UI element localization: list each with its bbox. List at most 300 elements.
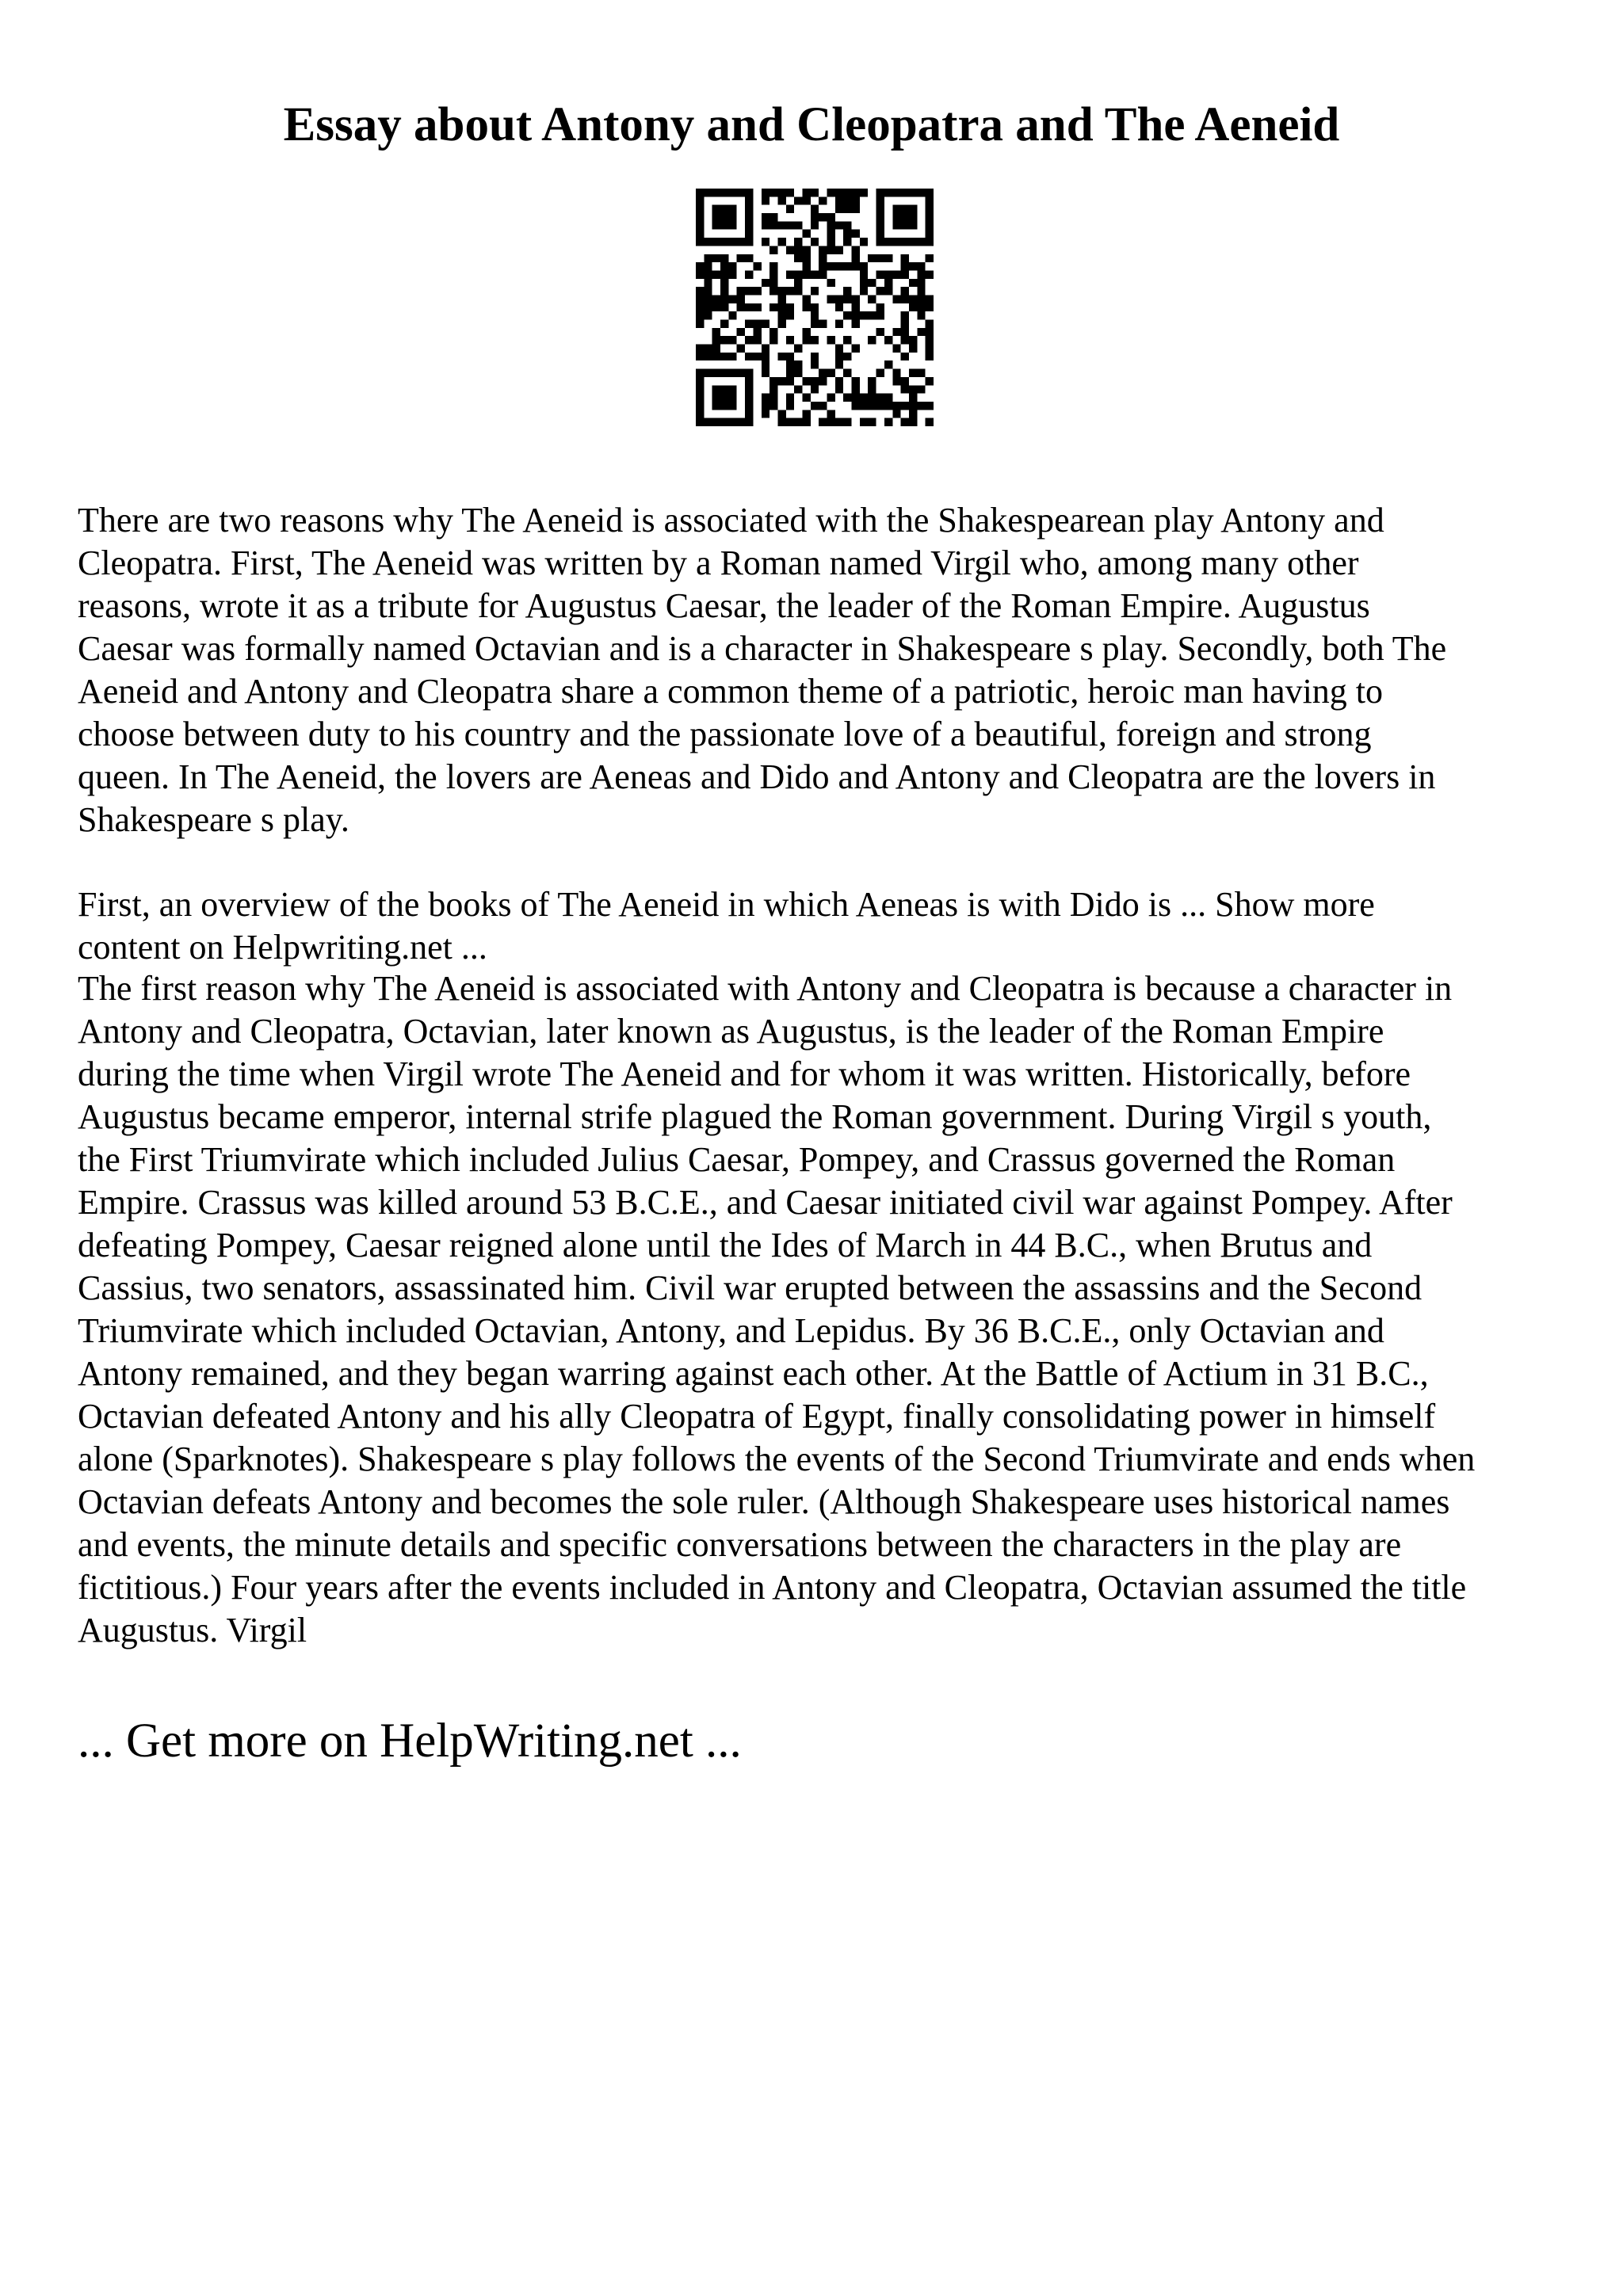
get-more-link[interactable]: ... Get more on HelpWriting.net ...	[78, 1714, 742, 1768]
qr-module	[720, 394, 728, 402]
qr-module	[794, 369, 802, 377]
qr-module	[901, 353, 909, 360]
qr-module	[720, 254, 728, 262]
qr-module	[876, 270, 884, 278]
qr-module	[901, 295, 909, 303]
qr-module	[926, 254, 934, 262]
qr-module	[811, 385, 819, 393]
qr-module	[704, 189, 712, 196]
qr-module	[835, 196, 843, 204]
qr-module	[926, 230, 934, 238]
qr-module	[712, 189, 720, 196]
qr-module	[745, 418, 753, 426]
qr-module	[852, 385, 860, 393]
qr-module	[737, 295, 745, 303]
qr-module	[909, 189, 917, 196]
qr-module	[811, 303, 819, 311]
qr-module	[712, 394, 720, 402]
qr-module	[926, 320, 934, 328]
qr-module	[737, 303, 745, 311]
qr-module	[762, 410, 769, 418]
qr-module	[753, 303, 761, 311]
qr-module	[753, 320, 761, 328]
qr-code-icon[interactable]	[696, 189, 934, 426]
qr-module	[802, 303, 810, 311]
qr-module	[720, 353, 728, 360]
qr-module	[720, 287, 728, 295]
qr-module	[745, 270, 753, 278]
qr-module	[737, 328, 745, 336]
qr-module	[909, 205, 917, 213]
qr-module	[860, 394, 868, 402]
qr-module	[926, 328, 934, 336]
qr-module	[745, 377, 753, 385]
qr-module	[745, 205, 753, 213]
qr-module	[712, 402, 720, 410]
qr-module	[901, 402, 909, 410]
qr-module	[802, 254, 810, 262]
paragraph-first-reason: The first reason why The Aeneid is associated with Antony and Cleopatra is because a character in Antony and Cleopatra, Octavian, later known as Augustus, is the leader of the Roman Empire during the time when Virgil wrote The Aeneid and for whom it was written. Historically, before Augustus became emperor, internal strife plagued the Roman government. During Virgil s youth, the First Triumvirate which included Julius Caesar, Pompey, and Crassus governed the Roman Empire. Crassus was killed around 53 B.C.E., and Caesar initiated civil war against Pompey. After defeating Pompey, Caesar reigned alone until the Ides of March in 44 B.C., when Brutus and Cassius, two senators, assassinated him. Civil war erupted between the assassins and the Second Triumvirate which included Octavian, Antony, and Lepidus. By 36 B.C.E., only Octavian and Antony remained, and they began warring against each other. At the Battle of Actium in 31 B.C., Octavian defeated Antony and his ally Cleopatra of Egypt, finally consolidating power in himself alone (Sparknotes). Shakespeare s play follows the events of the Second Triumvirate and ends when Octavian defeats Antony and becomes the sole ruler. (Although Shakespeare uses historical names and events, the minute details and specific conversations between the characters in the play are fictitious.) Four years after the events included in Antony and Cleopatra, Octavian assumed the title Augustus. Virgil	[78, 969, 1476, 1650]
qr-module	[720, 189, 728, 196]
qr-module	[909, 295, 917, 303]
qr-module	[892, 345, 900, 353]
qr-module	[892, 328, 900, 336]
qr-module	[892, 221, 900, 229]
qr-module	[868, 279, 876, 287]
qr-module	[827, 189, 835, 196]
qr-module	[926, 336, 934, 344]
qr-module	[769, 189, 777, 196]
qr-module	[901, 205, 909, 213]
qr-module	[712, 303, 720, 311]
qr-module	[728, 369, 736, 377]
qr-module	[704, 238, 712, 246]
qr-module	[819, 213, 827, 221]
qr-module	[728, 402, 736, 410]
qr-module	[720, 262, 728, 270]
qr-module	[811, 189, 819, 196]
qr-module	[769, 385, 777, 393]
qr-module	[728, 238, 736, 246]
qr-module	[737, 287, 745, 295]
qr-module	[704, 418, 712, 426]
qr-module	[835, 303, 843, 311]
qr-module	[696, 303, 704, 311]
qr-module	[876, 303, 884, 311]
qr-module	[868, 254, 876, 262]
qr-module	[794, 385, 802, 393]
qr-module	[917, 270, 925, 278]
qr-module	[926, 303, 934, 311]
qr-module	[843, 238, 851, 246]
qr-module	[892, 369, 900, 377]
qr-module	[786, 336, 794, 344]
qr-module	[745, 196, 753, 204]
qr-module	[876, 221, 884, 229]
qr-module	[762, 213, 769, 221]
qr-module	[769, 377, 777, 385]
qr-module	[843, 311, 851, 319]
qr-module	[819, 262, 827, 270]
qr-module	[786, 287, 794, 295]
qr-module	[860, 189, 868, 196]
qr-module	[819, 246, 827, 254]
qr-module	[892, 377, 900, 385]
qr-module	[712, 221, 720, 229]
qr-module	[762, 369, 769, 377]
qr-module	[712, 205, 720, 213]
qr-module	[728, 336, 736, 344]
qr-module	[769, 328, 777, 336]
qr-module	[696, 345, 704, 353]
qr-module	[843, 287, 851, 295]
qr-module	[794, 270, 802, 278]
qr-module	[901, 189, 909, 196]
qr-module	[728, 353, 736, 360]
qr-module	[884, 402, 892, 410]
qr-module	[762, 238, 769, 246]
qr-module	[819, 270, 827, 278]
qr-module	[769, 270, 777, 278]
qr-module	[868, 402, 876, 410]
qr-module	[786, 369, 794, 377]
qr-module	[696, 377, 704, 385]
qr-module	[852, 295, 860, 303]
qr-module	[827, 336, 835, 344]
qr-module	[696, 230, 704, 238]
paragraph-intro: There are two reasons why The Aeneid is associated with the Shakespearean play Antony and Cleopatra. First, The Aeneid was written by a Roman named Virgil who, among many other reasons, wrote it as a tribute for Augustus Caesar, the leader of the Roman Empire. Augustus Caesar was formally named Octavian and is a character in Shakespeare s play. Secondly, both The Aeneid and Antony and Cleopatra share a common theme of a patriotic, heroic man having to choose between duty to his country and the passionate love of a beautiful, foreign and strong queen. In The Aeneid, the lovers are Aeneas and Dido and Antony and Cleopatra are the lovers in Shakespeare s play.	[78, 501, 1447, 839]
qr-module	[794, 345, 802, 353]
qr-module	[892, 238, 900, 246]
qr-module	[720, 213, 728, 221]
qr-module	[696, 262, 704, 270]
qr-module	[728, 418, 736, 426]
qr-module	[909, 238, 917, 246]
qr-module	[696, 320, 704, 328]
qr-module	[720, 221, 728, 229]
qr-module	[712, 369, 720, 377]
qr-module	[762, 353, 769, 360]
qr-module	[786, 189, 794, 196]
qr-module	[926, 270, 934, 278]
qr-module	[926, 221, 934, 229]
qr-module	[811, 311, 819, 319]
qr-module	[777, 196, 785, 204]
qr-module	[926, 196, 934, 204]
qr-module	[712, 385, 720, 393]
qr-module	[835, 385, 843, 393]
qr-module	[802, 230, 810, 238]
qr-module	[843, 189, 851, 196]
qr-module	[876, 189, 884, 196]
qr-module	[728, 270, 736, 278]
qr-module	[860, 262, 868, 270]
qr-module	[843, 196, 851, 204]
qr-module	[794, 221, 802, 229]
qr-module	[802, 246, 810, 254]
qr-module	[917, 328, 925, 336]
qr-module	[745, 221, 753, 229]
qr-module	[892, 213, 900, 221]
qr-module	[860, 311, 868, 319]
qr-module	[884, 189, 892, 196]
qr-module	[794, 246, 802, 254]
qr-module	[745, 336, 753, 344]
qr-module	[786, 270, 794, 278]
qr-module	[794, 418, 802, 426]
qr-module	[811, 360, 819, 368]
qr-module	[852, 402, 860, 410]
qr-module	[843, 418, 851, 426]
qr-module	[876, 369, 884, 377]
qr-module	[769, 303, 777, 311]
qr-module	[745, 213, 753, 221]
qr-module	[753, 328, 761, 336]
qr-module	[802, 328, 810, 336]
qr-module	[926, 418, 934, 426]
qr-module	[745, 320, 753, 328]
qr-module	[917, 385, 925, 393]
qr-module	[786, 394, 794, 402]
qr-module	[745, 254, 753, 262]
qr-module	[786, 303, 794, 311]
qr-module	[884, 254, 892, 262]
qr-module	[811, 402, 819, 410]
qr-module	[926, 402, 934, 410]
qr-module	[704, 345, 712, 353]
qr-module	[819, 196, 827, 204]
qr-module	[909, 213, 917, 221]
qr-module	[786, 377, 794, 385]
qr-module	[786, 311, 794, 319]
qr-module	[827, 410, 835, 418]
qr-module	[860, 238, 868, 246]
qr-module	[704, 270, 712, 278]
qr-module	[720, 303, 728, 311]
qr-module	[769, 221, 777, 229]
qr-module	[794, 254, 802, 262]
qr-module	[909, 279, 917, 287]
qr-module	[909, 410, 917, 418]
qr-module	[786, 205, 794, 213]
qr-module	[852, 254, 860, 262]
qr-module	[876, 311, 884, 319]
qr-module	[745, 303, 753, 311]
qr-module	[860, 402, 868, 410]
qr-module	[884, 287, 892, 295]
qr-module	[827, 394, 835, 402]
qr-module	[762, 189, 769, 196]
qr-module	[769, 336, 777, 344]
qr-module	[852, 345, 860, 353]
qr-module	[696, 287, 704, 295]
qr-module	[892, 295, 900, 303]
qr-module	[786, 246, 794, 254]
qr-module	[712, 295, 720, 303]
qr-module	[876, 205, 884, 213]
qr-module	[762, 279, 769, 287]
qr-module	[868, 311, 876, 319]
paragraph-overview: First, an overview of the books of The Aeneid in which Aeneas is with Dido is ... Show more content on Helpwriting.net ...	[78, 885, 1375, 967]
qr-module	[720, 320, 728, 328]
qr-module	[909, 385, 917, 393]
qr-module	[892, 189, 900, 196]
qr-module	[892, 270, 900, 278]
qr-module	[777, 320, 785, 328]
qr-module	[728, 394, 736, 402]
qr-module	[704, 303, 712, 311]
qr-module	[811, 213, 819, 221]
qr-module	[745, 394, 753, 402]
qr-module	[819, 377, 827, 385]
qr-module	[728, 221, 736, 229]
qr-module	[843, 205, 851, 213]
qr-module	[892, 402, 900, 410]
qr-module	[811, 238, 819, 246]
qr-module	[696, 221, 704, 229]
qr-module	[786, 353, 794, 360]
qr-module	[909, 262, 917, 270]
qr-module	[901, 328, 909, 336]
qr-module	[720, 295, 728, 303]
qr-module	[827, 295, 835, 303]
qr-module	[852, 205, 860, 213]
qr-module	[892, 410, 900, 418]
qr-module	[901, 320, 909, 328]
qr-module	[819, 418, 827, 426]
qr-module	[794, 287, 802, 295]
qr-module	[696, 213, 704, 221]
qr-module	[704, 295, 712, 303]
qr-module	[852, 394, 860, 402]
qr-module	[696, 353, 704, 360]
qr-module	[720, 369, 728, 377]
qr-module	[728, 213, 736, 221]
qr-module	[811, 336, 819, 344]
qr-module	[745, 189, 753, 196]
qr-module	[917, 311, 925, 319]
qr-module	[917, 238, 925, 246]
qr-module	[876, 287, 884, 295]
qr-module	[794, 196, 802, 204]
qr-module	[720, 402, 728, 410]
qr-module	[720, 238, 728, 246]
qr-module	[843, 221, 851, 229]
qr-module	[843, 394, 851, 402]
qr-module	[704, 262, 712, 270]
qr-module	[762, 345, 769, 353]
qr-module	[745, 369, 753, 377]
qr-module	[843, 230, 851, 238]
qr-module	[884, 279, 892, 287]
qr-module	[835, 205, 843, 213]
qr-module	[909, 221, 917, 229]
qr-module	[802, 394, 810, 402]
qr-module	[819, 402, 827, 410]
qr-module	[696, 311, 704, 319]
qr-module	[901, 270, 909, 278]
qr-module	[843, 262, 851, 270]
qr-module	[860, 279, 868, 287]
qr-module	[720, 418, 728, 426]
qr-module	[712, 336, 720, 344]
qr-module	[769, 394, 777, 402]
qr-module	[835, 353, 843, 360]
qr-module	[696, 418, 704, 426]
qr-module	[901, 336, 909, 344]
qr-module	[901, 287, 909, 295]
qr-module	[745, 410, 753, 418]
qr-module	[901, 262, 909, 270]
qr-module	[728, 385, 736, 393]
qr-module	[802, 196, 810, 204]
qr-module	[786, 402, 794, 410]
qr-module	[827, 230, 835, 238]
qr-module	[819, 320, 827, 328]
qr-module	[769, 402, 777, 410]
qr-module	[884, 336, 892, 344]
qr-module	[712, 254, 720, 262]
qr-module	[786, 360, 794, 368]
qr-module	[901, 418, 909, 426]
qr-module	[762, 360, 769, 368]
qr-module	[704, 353, 712, 360]
qr-module	[868, 295, 876, 303]
qr-module	[802, 418, 810, 426]
qr-module	[811, 221, 819, 229]
qr-module	[876, 213, 884, 221]
qr-module	[802, 262, 810, 270]
qr-module	[737, 238, 745, 246]
qr-module	[762, 196, 769, 204]
qr-module	[745, 353, 753, 360]
qr-module	[909, 418, 917, 426]
qr-module	[777, 295, 785, 303]
qr-module	[909, 303, 917, 311]
qr-module	[704, 311, 712, 319]
qr-module	[852, 377, 860, 385]
qr-module	[819, 369, 827, 377]
qr-module	[852, 311, 860, 319]
qr-module	[777, 189, 785, 196]
qr-module	[794, 279, 802, 287]
qr-module	[777, 377, 785, 385]
qr-module	[802, 336, 810, 344]
qr-module	[712, 270, 720, 278]
qr-module	[762, 320, 769, 328]
qr-module	[827, 262, 835, 270]
qr-module	[737, 345, 745, 353]
qr-module	[926, 377, 934, 385]
qr-module	[777, 238, 785, 246]
qr-module	[843, 295, 851, 303]
qr-module	[868, 418, 876, 426]
qr-module	[892, 205, 900, 213]
qr-module	[728, 311, 736, 319]
qr-module	[737, 369, 745, 377]
qr-module	[696, 238, 704, 246]
qr-module	[868, 377, 876, 385]
qr-module	[745, 287, 753, 295]
qr-module	[704, 254, 712, 262]
qr-module	[802, 295, 810, 303]
qr-module	[926, 238, 934, 246]
qr-module	[769, 213, 777, 221]
qr-module	[868, 385, 876, 393]
qr-module	[901, 377, 909, 385]
qr-module	[827, 418, 835, 426]
qr-module	[777, 287, 785, 295]
